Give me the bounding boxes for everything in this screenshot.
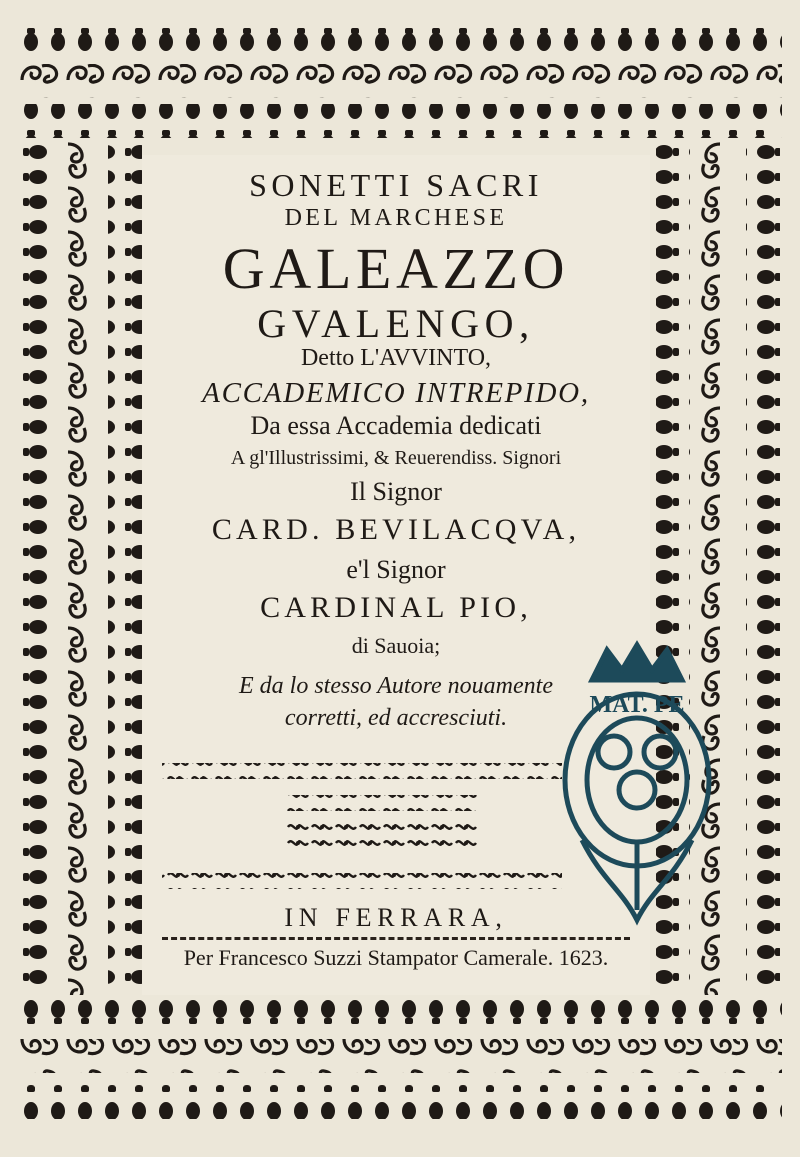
- revision-line-1: E da lo stesso Autore nouamente: [239, 673, 553, 699]
- imprint-rule: [162, 937, 630, 940]
- library-stamp: [552, 640, 722, 930]
- author-surname: GVALENGO,: [257, 301, 535, 346]
- academy-line: ACCADEMICO INTREPIDO,: [202, 377, 590, 409]
- academic-name-line: Detto L'AVVINTO,: [300, 345, 492, 371]
- title-line-2: DEL MARCHESE: [284, 205, 508, 231]
- signor-line-2: e'l Signor: [346, 555, 446, 584]
- di-sauoia: di Sauoia;: [351, 633, 441, 658]
- cardinal-bevilacqua: CARD. BEVILACQVA,: [211, 513, 581, 546]
- author-first-name: GALEAZZO: [222, 236, 570, 301]
- cardinal-pio: CARDINAL PIO,: [260, 591, 532, 624]
- border-top: [18, 22, 782, 140]
- honorific-line: A gl'Illustrissimi, & Reuerendiss. Signori: [230, 447, 562, 469]
- dedication-line: Da essa Accademia dedicati: [250, 411, 542, 440]
- signor-line-1: Il Signor: [350, 477, 442, 506]
- place-of-printing: IN FERRARA,: [284, 903, 508, 932]
- title-line-1: SONETTI SACRI: [249, 167, 543, 203]
- border-left: [18, 140, 142, 995]
- stamp-text: MAT. PE: [589, 692, 685, 718]
- border-bottom: [18, 995, 782, 1125]
- revision-line-2: corretti, ed accresciuti.: [284, 705, 508, 731]
- imprint-line: Per Francesco Suzzi Stampator Camerale. 1623.: [183, 945, 609, 970]
